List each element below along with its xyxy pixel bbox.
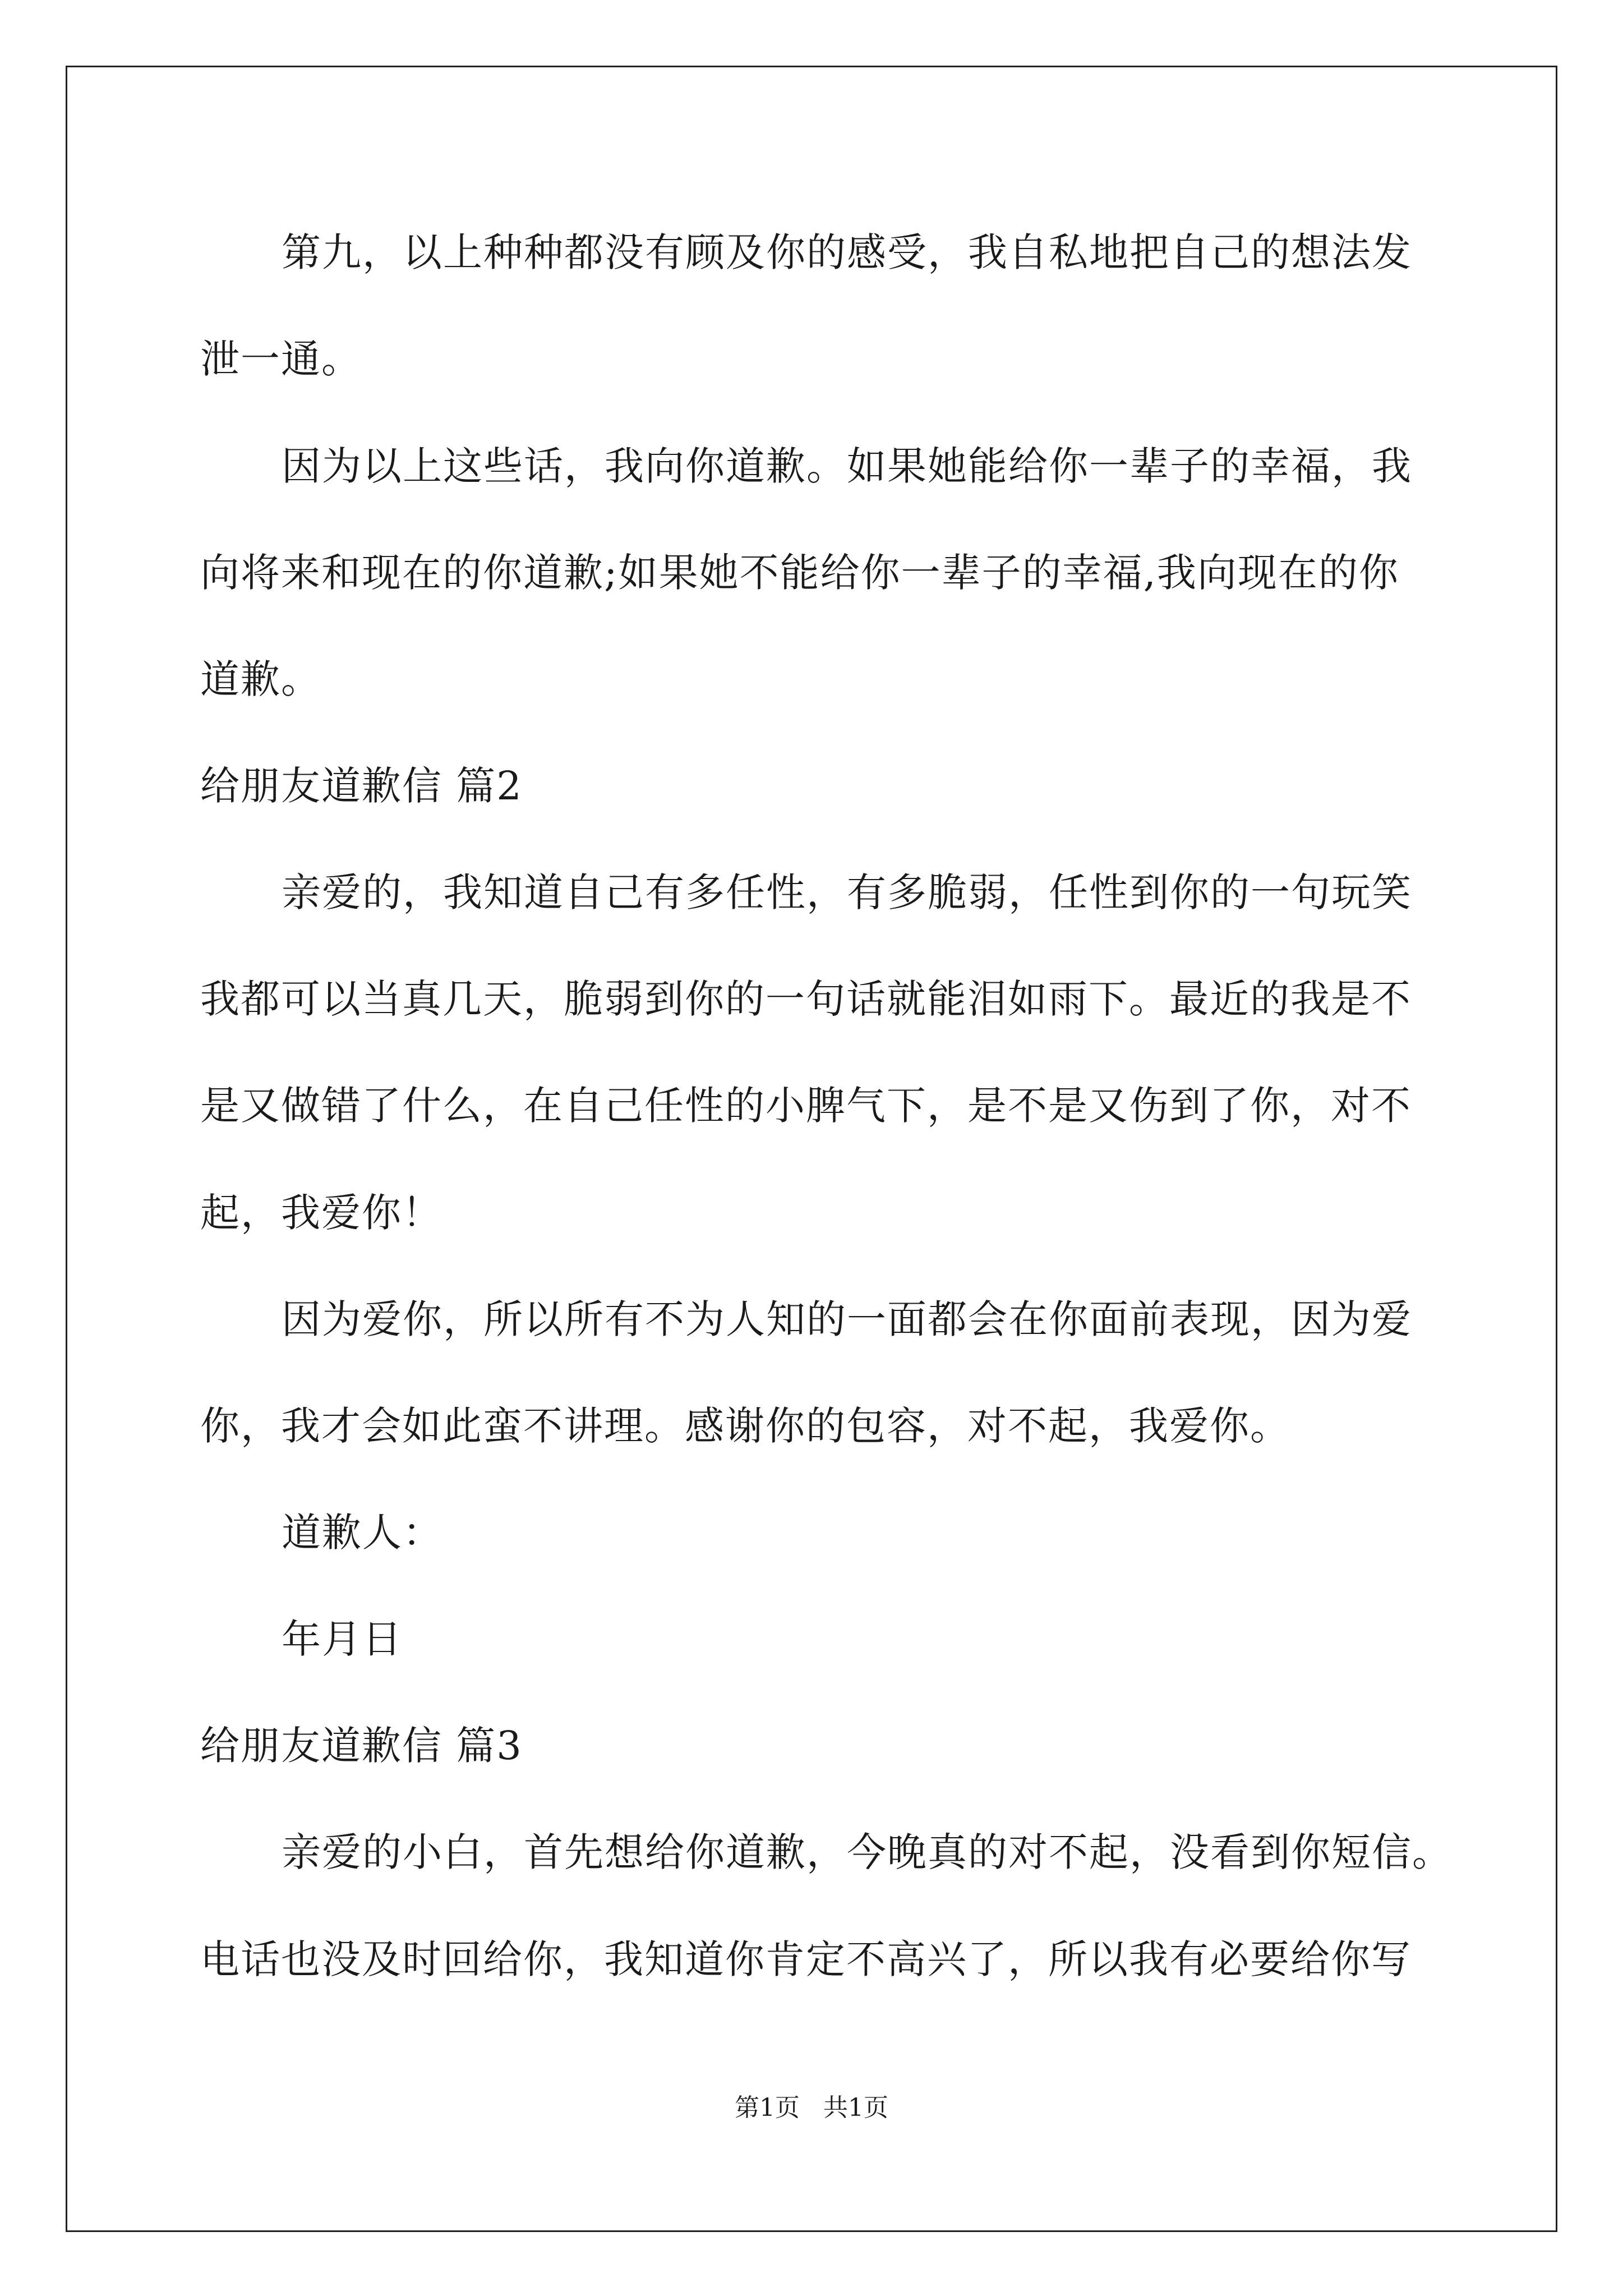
date-label: 年月日 bbox=[282, 1616, 403, 1662]
paragraph-line: 因为以上这些话，我向你道歉。如果她能给你一辈子的幸福，我 bbox=[282, 443, 1412, 489]
section-heading: 给朋友道歉信 篇2 bbox=[200, 763, 523, 809]
paragraph-line: 道歉。 bbox=[200, 656, 321, 702]
paragraph-line: 亲爱的小白，首先想给你道歉，今晚真的对不起，没看到你短信。 bbox=[282, 1829, 1453, 1875]
paragraph-line: 第九，以上种种都没有顾及你的感受，我自私地把自己的想法发 bbox=[282, 229, 1412, 275]
paragraph-line: 是又做错了什么，在自己任性的小脾气下，是不是又伤到了你，对不 bbox=[200, 1083, 1412, 1129]
signature-label: 道歉人： bbox=[282, 1510, 443, 1556]
page-footer: 第1页 共1页 bbox=[735, 2093, 888, 2122]
paragraph-line: 你，我才会如此蛮不讲理。感谢你的包容，对不起，我爱你。 bbox=[200, 1403, 1290, 1449]
paragraph-line: 向将来和现在的你道歉;如果她不能给你一辈子的幸福,我向现在的你 bbox=[200, 550, 1399, 596]
section-heading: 给朋友道歉信 篇3 bbox=[200, 1723, 523, 1769]
paragraph-line: 亲爱的，我知道自己有多任性，有多脆弱，任性到你的一句玩笑 bbox=[282, 869, 1412, 915]
paragraph-line: 我都可以当真几天，脆弱到你的一句话就能泪如雨下。最近的我是不 bbox=[200, 976, 1412, 1022]
paragraph-line: 泄一通。 bbox=[200, 336, 362, 382]
page-border bbox=[66, 66, 1557, 2232]
paragraph-line: 电话也没及时回给你，我知道你肯定不高兴了，所以我有必要给你写 bbox=[200, 1936, 1412, 1982]
paragraph-line: 因为爱你，所以所有不为人知的一面都会在你面前表现，因为爱 bbox=[282, 1296, 1412, 1342]
paragraph-line: 起，我爱你！ bbox=[200, 1190, 442, 1236]
